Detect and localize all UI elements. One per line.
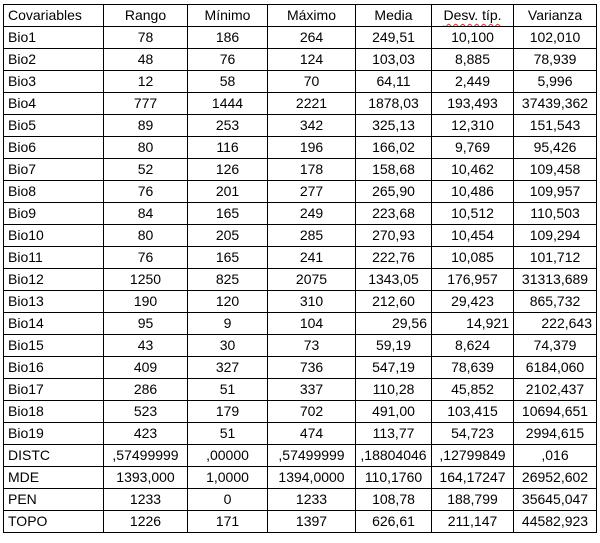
table-row [4, 335, 597, 357]
cell-minimo: 186 [188, 27, 268, 49]
cell-varianza: 95,426 [514, 137, 597, 159]
cell-covariable: Bio17 [4, 379, 104, 401]
table-row [4, 291, 597, 313]
cell-desv-tip: 10,486 [432, 181, 514, 203]
cell-desv-tip: 10,512 [432, 203, 514, 225]
cell-rango: 1250 [104, 269, 188, 291]
table-row [4, 423, 597, 445]
cell-minimo: 165 [188, 247, 268, 269]
cell-covariable: DISTC [4, 445, 104, 467]
table-row [4, 445, 597, 467]
table-row [4, 269, 597, 291]
cell-maximo: 2221 [268, 93, 356, 115]
cell-maximo: 249 [268, 203, 356, 225]
cell-varianza: 151,543 [514, 115, 597, 137]
cell-desv-tip: 10,085 [432, 247, 514, 269]
table-body [4, 27, 597, 533]
cell-covariable: Bio11 [4, 247, 104, 269]
header-rango: Rango [104, 5, 188, 27]
cell-covariable: Bio13 [4, 291, 104, 313]
cell-desv-tip: 78,639 [432, 357, 514, 379]
cell-desv-tip: 54,723 [432, 423, 514, 445]
cell-media: 103,03 [356, 49, 432, 71]
cell-covariable: Bio6 [4, 137, 104, 159]
cell-covariable: Bio1 [4, 27, 104, 49]
cell-varianza: 31313,689 [514, 269, 597, 291]
cell-covariable: Bio3 [4, 71, 104, 93]
cell-covariable: Bio9 [4, 203, 104, 225]
cell-media: 212,60 [356, 291, 432, 313]
cell-desv-tip: 103,415 [432, 401, 514, 423]
cell-maximo: 337 [268, 379, 356, 401]
cell-rango: 423 [104, 423, 188, 445]
header-minimo: Mínimo [188, 5, 268, 27]
cell-covariable: Bio14 [4, 313, 104, 335]
statistics-table-container [3, 4, 597, 533]
cell-rango: 80 [104, 225, 188, 247]
cell-minimo: 51 [188, 423, 268, 445]
table-row [4, 27, 597, 49]
cell-covariable: Bio18 [4, 401, 104, 423]
cell-rango: 89 [104, 115, 188, 137]
cell-desv-tip: 9,769 [432, 137, 514, 159]
covariables-statistics-table [3, 4, 597, 533]
cell-maximo: 2075 [268, 269, 356, 291]
cell-minimo: 253 [188, 115, 268, 137]
cell-covariable: Bio4 [4, 93, 104, 115]
cell-varianza: 78,939 [514, 49, 597, 71]
cell-rango: 1233 [104, 489, 188, 511]
cell-minimo: 0 [188, 489, 268, 511]
cell-rango: 52 [104, 159, 188, 181]
cell-rango: 76 [104, 247, 188, 269]
cell-minimo: 1,0000 [188, 467, 268, 489]
table-row [4, 401, 597, 423]
cell-media: 108,78 [356, 489, 432, 511]
cell-rango: 95 [104, 313, 188, 335]
header-varianza: Varianza [514, 5, 597, 27]
cell-maximo: 104 [268, 313, 356, 335]
cell-covariable: Bio2 [4, 49, 104, 71]
cell-minimo: 201 [188, 181, 268, 203]
cell-varianza: 222,643 [514, 313, 597, 335]
table-row [4, 71, 597, 93]
cell-desv-tip: 8,624 [432, 335, 514, 357]
table-row [4, 93, 597, 115]
cell-rango: 777 [104, 93, 188, 115]
table-row [4, 159, 597, 181]
cell-varianza: 10694,651 [514, 401, 597, 423]
table-row [4, 357, 597, 379]
cell-maximo: 1394,0000 [268, 467, 356, 489]
cell-maximo: 241 [268, 247, 356, 269]
cell-varianza: 6184,060 [514, 357, 597, 379]
cell-maximo: 474 [268, 423, 356, 445]
cell-covariable: Bio7 [4, 159, 104, 181]
header-covariables: Covariables [4, 5, 104, 27]
cell-desv-tip: 14,921 [432, 313, 514, 335]
cell-minimo: 120 [188, 291, 268, 313]
cell-rango: 409 [104, 357, 188, 379]
cell-varianza: 2994,615 [514, 423, 597, 445]
cell-covariable: Bio19 [4, 423, 104, 445]
cell-desv-tip: ,12799849 [432, 445, 514, 467]
cell-media: 110,1760 [356, 467, 432, 489]
cell-covariable: Bio8 [4, 181, 104, 203]
cell-media: 547,19 [356, 357, 432, 379]
cell-minimo: 179 [188, 401, 268, 423]
cell-rango: 286 [104, 379, 188, 401]
cell-maximo: 285 [268, 225, 356, 247]
cell-varianza: 74,379 [514, 335, 597, 357]
cell-desv-tip: 10,454 [432, 225, 514, 247]
cell-rango: ,57499999 [104, 445, 188, 467]
cell-minimo: 116 [188, 137, 268, 159]
table-row [4, 115, 597, 137]
cell-media: 1878,03 [356, 93, 432, 115]
cell-desv-tip: 188,799 [432, 489, 514, 511]
cell-media: 158,68 [356, 159, 432, 181]
cell-minimo: 205 [188, 225, 268, 247]
cell-media: 166,02 [356, 137, 432, 159]
table-row [4, 379, 597, 401]
cell-media: 64,11 [356, 71, 432, 93]
cell-desv-tip: 193,493 [432, 93, 514, 115]
cell-maximo: ,57499999 [268, 445, 356, 467]
cell-covariable: Bio15 [4, 335, 104, 357]
cell-minimo: 30 [188, 335, 268, 357]
cell-varianza: 44582,923 [514, 511, 597, 533]
cell-media: 223,68 [356, 203, 432, 225]
cell-rango: 190 [104, 291, 188, 313]
cell-minimo: 327 [188, 357, 268, 379]
cell-desv-tip: 176,957 [432, 269, 514, 291]
cell-media: 626,61 [356, 511, 432, 533]
cell-desv-tip: 2,449 [432, 71, 514, 93]
header-maximo: Máximo [268, 5, 356, 27]
table-row [4, 489, 597, 511]
cell-desv-tip: 10,462 [432, 159, 514, 181]
cell-desv-tip: 164,17247 [432, 467, 514, 489]
cell-minimo: 171 [188, 511, 268, 533]
cell-maximo: 736 [268, 357, 356, 379]
cell-media: 1343,05 [356, 269, 432, 291]
cell-maximo: 1397 [268, 511, 356, 533]
header-row [4, 5, 597, 27]
cell-rango: 48 [104, 49, 188, 71]
cell-covariable: TOPO [4, 511, 104, 533]
cell-desv-tip: 45,852 [432, 379, 514, 401]
cell-varianza: 102,010 [514, 27, 597, 49]
cell-maximo: 264 [268, 27, 356, 49]
cell-maximo: 310 [268, 291, 356, 313]
cell-media: 110,28 [356, 379, 432, 401]
cell-media: 325,13 [356, 115, 432, 137]
cell-varianza: ,016 [514, 445, 597, 467]
cell-maximo: 178 [268, 159, 356, 181]
cell-varianza: 865,732 [514, 291, 597, 313]
table-row [4, 225, 597, 247]
cell-varianza: 37439,362 [514, 93, 597, 115]
cell-desv-tip: 10,100 [432, 27, 514, 49]
header-media: Media [356, 5, 432, 27]
cell-maximo: 196 [268, 137, 356, 159]
cell-media: 270,93 [356, 225, 432, 247]
table-row [4, 467, 597, 489]
cell-minimo: 51 [188, 379, 268, 401]
cell-covariable: Bio10 [4, 225, 104, 247]
cell-media: 29,56 [356, 313, 432, 335]
table-row [4, 313, 597, 335]
cell-media: 222,76 [356, 247, 432, 269]
cell-media: 249,51 [356, 27, 432, 49]
cell-minimo: 1444 [188, 93, 268, 115]
table-row [4, 203, 597, 225]
cell-varianza: 2102,437 [514, 379, 597, 401]
table-row [4, 511, 597, 533]
cell-rango: 523 [104, 401, 188, 423]
cell-minimo: 126 [188, 159, 268, 181]
header-desv-tip: Desv. típ. [432, 5, 514, 27]
cell-rango: 1393,000 [104, 467, 188, 489]
table-row [4, 181, 597, 203]
cell-varianza: 26952,602 [514, 467, 597, 489]
cell-maximo: 277 [268, 181, 356, 203]
cell-maximo: 124 [268, 49, 356, 71]
cell-rango: 1226 [104, 511, 188, 533]
cell-varianza: 109,294 [514, 225, 597, 247]
cell-media: 265,90 [356, 181, 432, 203]
cell-rango: 84 [104, 203, 188, 225]
cell-varianza: 110,503 [514, 203, 597, 225]
cell-rango: 80 [104, 137, 188, 159]
cell-desv-tip: 29,423 [432, 291, 514, 313]
cell-rango: 76 [104, 181, 188, 203]
cell-minimo: ,00000 [188, 445, 268, 467]
cell-varianza: 101,712 [514, 247, 597, 269]
cell-desv-tip: 12,310 [432, 115, 514, 137]
cell-varianza: 109,458 [514, 159, 597, 181]
cell-covariable: Bio12 [4, 269, 104, 291]
cell-desv-tip: 211,147 [432, 511, 514, 533]
cell-rango: 78 [104, 27, 188, 49]
cell-varianza: 109,957 [514, 181, 597, 203]
cell-rango: 43 [104, 335, 188, 357]
cell-maximo: 702 [268, 401, 356, 423]
cell-minimo: 9 [188, 313, 268, 335]
cell-covariable: Bio16 [4, 357, 104, 379]
cell-minimo: 165 [188, 203, 268, 225]
cell-minimo: 76 [188, 49, 268, 71]
table-row [4, 137, 597, 159]
cell-maximo: 70 [268, 71, 356, 93]
cell-covariable: MDE [4, 467, 104, 489]
cell-media: 491,00 [356, 401, 432, 423]
cell-maximo: 73 [268, 335, 356, 357]
cell-media: ,18804046 [356, 445, 432, 467]
cell-desv-tip: 8,885 [432, 49, 514, 71]
cell-varianza: 35645,047 [514, 489, 597, 511]
cell-rango: 12 [104, 71, 188, 93]
cell-maximo: 342 [268, 115, 356, 137]
cell-minimo: 58 [188, 71, 268, 93]
cell-media: 59,19 [356, 335, 432, 357]
cell-covariable: PEN [4, 489, 104, 511]
table-row [4, 49, 597, 71]
cell-minimo: 825 [188, 269, 268, 291]
cell-maximo: 1233 [268, 489, 356, 511]
cell-media: 113,77 [356, 423, 432, 445]
cell-covariable: Bio5 [4, 115, 104, 137]
table-row [4, 247, 597, 269]
cell-varianza: 5,996 [514, 71, 597, 93]
